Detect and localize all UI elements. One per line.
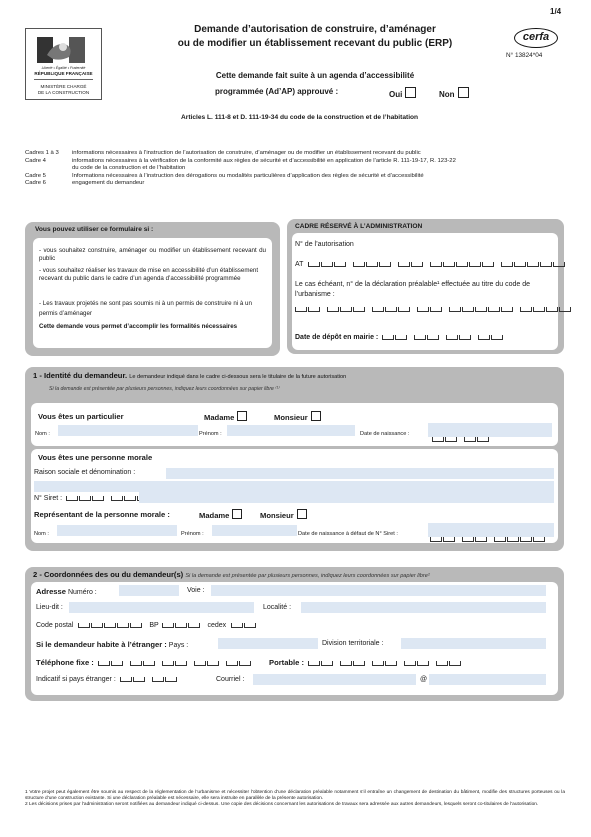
admin-panel — [287, 219, 564, 354]
prenom-input[interactable] — [227, 425, 355, 436]
autorisation-label: N° de l’autorisation — [295, 241, 354, 248]
telephone-field[interactable] — [36, 658, 258, 668]
section1-subtitle: Si la demande est présentée par plusieurs personnes, indiquez leurs coordonnées sur papier libre ⁽¹⁾ — [49, 386, 280, 392]
courriel-label: Courriel : — [216, 676, 245, 683]
portable-field[interactable] — [269, 658, 468, 668]
division-label: Division territoriale : — [322, 640, 384, 647]
naissance2-label: Date de naissance à défaut de N° Siret : — [298, 531, 398, 537]
usage-content — [33, 238, 272, 348]
nom2-input[interactable] — [57, 525, 177, 536]
code-postal-label: Code postal — [36, 622, 74, 629]
representant-monsieur-checkbox[interactable] — [297, 509, 307, 519]
naissance-input[interactable] — [428, 423, 552, 437]
particulier-label: Vous êtes un particulier — [38, 412, 124, 421]
particulier-monsieur: Monsieur — [274, 411, 321, 422]
non-label: Non — [439, 90, 455, 99]
adresse-label: Adresse — [36, 587, 66, 596]
morale-label: Vous êtes une personne morale — [38, 453, 153, 462]
logo-ministry-1: MINISTÈRE CHARGÉ — [40, 84, 87, 89]
republic-logo — [25, 28, 102, 100]
division-input[interactable] — [401, 638, 546, 649]
nom-input[interactable] — [58, 425, 198, 436]
cadre-row: du code de la construction et de l’habitation — [72, 165, 186, 171]
admin-title: CADRE RÉSERVÉ À L’ADMINISTRATION — [295, 223, 423, 230]
cadre-row: Cadre 6 engagement du demandeur — [25, 180, 145, 186]
logo-motto: Liberté • Égalité • Fraternité — [41, 66, 86, 70]
etranger-label: Si le demandeur habite à l’étranger : — [36, 640, 167, 649]
section2-panel — [25, 567, 564, 701]
non-checkbox[interactable] — [458, 87, 469, 98]
voie-input[interactable] — [211, 585, 546, 596]
prenom-label: Prénom : — [199, 431, 222, 437]
particulier-madame: Madame — [204, 411, 247, 422]
declaration-text: Le cas échéant, n° de la déclaration préalable¹ effectuée au titre du code de l’urbanisme : — [295, 281, 530, 298]
at-label: AT — [295, 261, 304, 268]
usage-panel — [25, 222, 280, 356]
section1-title: 1 - Identité du demandeur. Le demandeur indiqué dans le cadre ci-dessous sera le titulaire de la future autorisation — [33, 371, 347, 380]
adap-line1: Cette demande fait suite à un agenda d’accessibilité — [215, 71, 415, 80]
particulier-block — [31, 403, 558, 446]
cerfa-number: N° 13824*04 — [506, 52, 543, 59]
depot-label: Date de dépôt en mairie : — [295, 334, 379, 341]
oui-label: Oui — [389, 90, 403, 99]
usage-item-1: - vous souhaitez construire, aménager ou modifier un établissement recevant du public — [39, 247, 266, 262]
indicatif-field[interactable] — [36, 676, 184, 684]
declaration-number-field[interactable] — [295, 306, 578, 314]
at-sign: @ — [420, 676, 428, 683]
articles-reference: Articles L. 111-8 et D. 111-19-34 du code de la construction et de l’habitation — [181, 114, 419, 121]
monsieur-checkbox[interactable] — [311, 411, 321, 421]
cadres-legend — [25, 150, 565, 188]
marianne-icon — [33, 35, 91, 65]
nom2-label: Nom : — [34, 531, 49, 537]
at-field[interactable] — [295, 261, 572, 269]
raison-sociale-label: Raison sociale et dénomination : — [34, 469, 136, 476]
cadre-row: Cadres 1 à 3 informations nécessaires à l’instruction de l’autorisation de construire, d’aménager ou de modifier un établissement recevant du public — [25, 150, 421, 156]
voie-label: Voie : — [187, 587, 205, 594]
pays-label: Pays : — [168, 642, 189, 649]
adap-non[interactable] — [439, 87, 469, 99]
courriel-domain-input[interactable] — [429, 674, 546, 685]
courriel-input[interactable] — [253, 674, 416, 685]
prenom2-input[interactable] — [212, 525, 297, 536]
form-title-line2: ou de modifier un établissement recevant du public (ERP) — [177, 38, 453, 49]
prenom2-label: Prénom : — [181, 531, 204, 537]
logo-ministry-2: DE LA CONSTRUCTION — [37, 90, 90, 95]
representant-madame: Madame — [199, 509, 242, 520]
bp-label: BP — [149, 622, 159, 629]
usage-title: Vous pouvez utiliser ce formulaire si : — [35, 226, 154, 233]
form-title-line1: Demande d’autorisation de construire, d’aménager — [194, 24, 436, 35]
pays-input[interactable] — [218, 638, 318, 649]
lieu-dit-label: Lieu-dit : — [36, 604, 63, 611]
code-postal-field[interactable] — [36, 622, 263, 630]
indicatif-label: Indicatif si pays étranger : — [36, 676, 116, 683]
adap-line2: programmée (Ad’AP) approuvé : — [215, 87, 339, 96]
naissance2-input[interactable] — [428, 523, 554, 537]
nom-label: Nom : — [35, 431, 50, 437]
representant-monsieur: Monsieur — [260, 509, 307, 520]
oui-checkbox[interactable] — [405, 87, 416, 98]
page-number: 1/4 — [550, 7, 562, 16]
siret-label: N° Siret : — [34, 495, 63, 502]
localite-input[interactable] — [301, 602, 546, 613]
cadre-row: Cadre 5 Informations nécessaires à l’instruction des dérogations ou modalités particulières d’application des règles de sécurité et d’accessibilité — [25, 172, 424, 179]
telephone-label: Téléphone fixe : — [36, 658, 94, 667]
adap-oui[interactable] — [389, 87, 416, 99]
raison-sociale-input-2[interactable] — [34, 481, 554, 492]
usage-closing: Cette demande vous permet d’accomplir les formalités nécessaires — [39, 323, 238, 330]
morale-block — [31, 449, 558, 543]
cadre-row: Cadre 4 informations nécessaires à la vérification de la conformité aux règles de sécurité et d’accessibilité en application de l’article R. 111-19-17, R. 123-22 — [25, 157, 456, 164]
raison-sociale-input[interactable] — [166, 468, 554, 479]
localite-label: Localité : — [263, 604, 292, 611]
section2-title: 2 - Coordonnées des ou du demandeur(s) Si la demande est présentée par plusieurs personnes, indiquez leurs coordonnées sur papier libre² — [33, 570, 430, 579]
logo-republic: RÉPUBLIQUE FRANÇAISE — [34, 71, 93, 76]
usage-item-3: - Les travaux projetés ne sont pas soumis ni à un permis de construire ni à un permis d’aménager — [39, 300, 252, 317]
representant-madame-checkbox[interactable] — [232, 509, 242, 519]
lieu-dit-input[interactable] — [69, 602, 254, 613]
numero-input[interactable] — [119, 585, 179, 596]
footnote-1: 1 Votre projet peut également être soumis au respect de la réglementation de l’urbanisme et nécessiter l’obtention d’une déclaration préalable notamment s’il entraîne un changement de destination du bâtiment, modifie des structures porteuses ou la structure d’une construction existante. Si une déclaration préalable est nécessaire, elle sera instruite en parallèle de la présente autorisation. — [25, 790, 565, 801]
madame-checkbox[interactable] — [237, 411, 247, 421]
usage-item-2: - vous souhaitez réaliser les travaux de mise en accessibilité d’un établissement recevant du public dans le cadre d’un agenda d’accessibilité programmée — [39, 267, 259, 282]
numero-label: Numéro : — [67, 589, 97, 596]
cerfa-logo: cerfa — [514, 28, 558, 48]
section1-panel — [25, 367, 564, 551]
representant-label: Représentant de la personne morale : — [34, 510, 170, 519]
footnote-2: 2 Les décisions prises par l’administration seront notifiées au demandeur indiqué ci-dessus. Une copie des décisions concernant les autorisations de travaux sera adressée aux autres demandeurs, lesquels seront co-titulaires de l’autorisation. — [25, 802, 539, 807]
depot-field[interactable] — [295, 334, 510, 342]
coordonnees-block — [31, 582, 558, 695]
naissance-label: Date de naissance : — [360, 431, 410, 437]
cedex-label: cedex — [207, 622, 227, 629]
admin-content — [292, 233, 558, 350]
portable-label: Portable : — [269, 658, 305, 667]
